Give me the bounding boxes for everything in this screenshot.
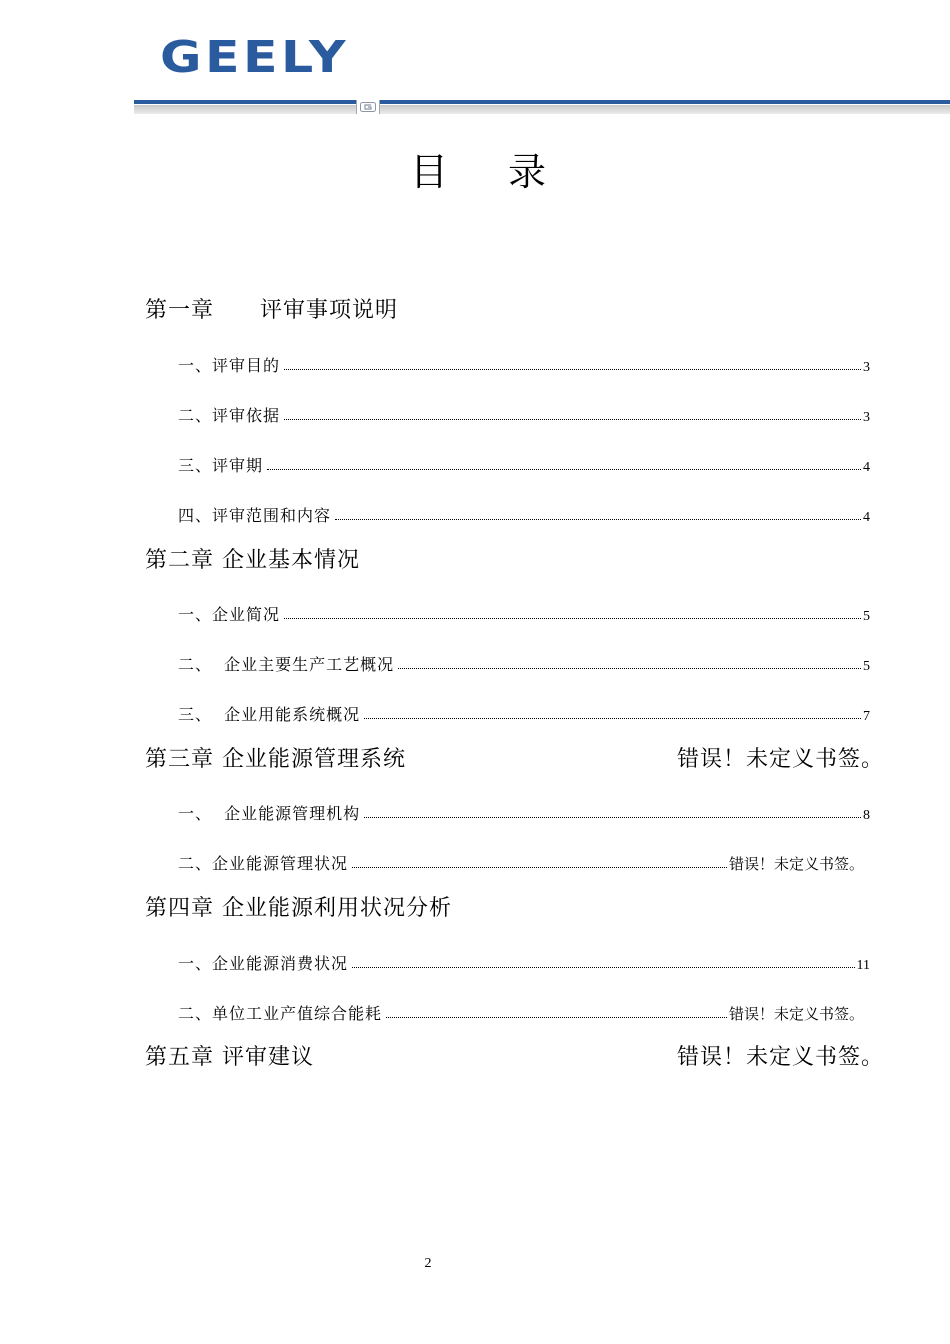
toc-bookmark-error: 错误！未定义书签。: [676, 1045, 884, 1070]
geely-emblem-icon: [356, 100, 380, 114]
toc-page-number: 11: [856, 958, 870, 973]
toc-chapter-label: 第四章 企业能源利用状况分析: [145, 896, 452, 921]
dot-leader: [284, 368, 861, 370]
toc-page-number: 7: [863, 709, 870, 724]
toc-section-label: 二、单位工业产值综合能耗: [178, 1004, 383, 1023]
dot-leader: [352, 866, 727, 868]
toc-section-label: 二、评审依据: [178, 406, 281, 425]
toc-page-number: 5: [863, 609, 870, 624]
toc-section-1-2[interactable]: [178, 400, 870, 426]
toc-section-label: 一、 企业能源管理机构: [178, 804, 361, 823]
toc-section-label: 一、企业能源消费状况: [178, 954, 349, 973]
toc-section-label: 一、评审目的: [178, 356, 281, 375]
toc-page-number: 4: [863, 510, 870, 525]
toc-section-label: 一、企业简况: [178, 605, 281, 624]
header-blue-line: [134, 100, 950, 104]
header-grey-line: [134, 105, 950, 114]
toc-section-1-1[interactable]: [178, 350, 870, 376]
toc-chapter-3[interactable]: [145, 739, 884, 773]
toc-section-2-1[interactable]: [178, 599, 870, 625]
toc-page-number: 4: [863, 460, 870, 475]
dot-leader: [398, 667, 861, 669]
toc-chapter-label: 第五章 评审建议: [145, 1045, 314, 1070]
toc-section-2-2[interactable]: [178, 649, 870, 675]
toc-section-label: 二、企业能源管理状况: [178, 854, 349, 873]
toc-section-1-3[interactable]: [178, 450, 870, 476]
toc-section-label: 四、评审范围和内容: [178, 506, 332, 525]
dot-leader: [284, 418, 861, 420]
toc-chapter-4[interactable]: [145, 888, 884, 922]
toc-title-char-2: 录: [508, 150, 547, 194]
toc-chapter-label: 第一章 评审事项说明: [145, 298, 399, 323]
header-rule: [134, 100, 950, 114]
toc-section-4-1[interactable]: [178, 948, 870, 974]
toc-section-1-4[interactable]: [178, 500, 870, 526]
toc-section-3-1[interactable]: [178, 798, 870, 824]
toc-bookmark-error: 错误！未定义书签。: [728, 1007, 864, 1023]
toc-section-3-2[interactable]: [178, 848, 864, 874]
toc-bookmark-error: 错误！未定义书签。: [728, 857, 864, 873]
toc-page-number: 8: [863, 808, 870, 823]
toc-title-char-1: 目: [409, 150, 448, 194]
toc-chapter-1[interactable]: [145, 290, 884, 324]
dot-leader: [284, 617, 861, 619]
toc-section-label: 三、 企业用能系统概况: [178, 705, 361, 724]
geely-logo: GEELY: [160, 32, 349, 83]
toc-section-label: 三、评审期: [178, 456, 264, 475]
dot-leader: [267, 468, 861, 470]
toc-bookmark-error: 错误！未定义书签。: [676, 747, 884, 772]
toc-chapter-label: 第三章 企业能源管理系统: [145, 747, 406, 772]
toc-page-number: 3: [863, 410, 870, 425]
dot-leader: [335, 518, 861, 520]
toc-page-number: 3: [863, 360, 870, 375]
toc-chapter-2[interactable]: [145, 540, 884, 574]
toc-section-4-2[interactable]: [178, 998, 864, 1024]
toc-chapter-label: 第二章 企业基本情况: [145, 548, 360, 573]
toc-section-2-3[interactable]: [178, 699, 870, 725]
dot-leader: [386, 1016, 727, 1018]
dot-leader: [364, 816, 861, 818]
toc-chapter-5[interactable]: [145, 1037, 884, 1071]
toc-section-label: 二、 企业主要生产工艺概况: [178, 655, 395, 674]
dot-leader: [352, 966, 855, 968]
toc-page-number: 5: [863, 659, 870, 674]
toc-title: [0, 148, 950, 196]
dot-leader: [364, 717, 861, 719]
page-number: 2: [424, 1256, 432, 1271]
